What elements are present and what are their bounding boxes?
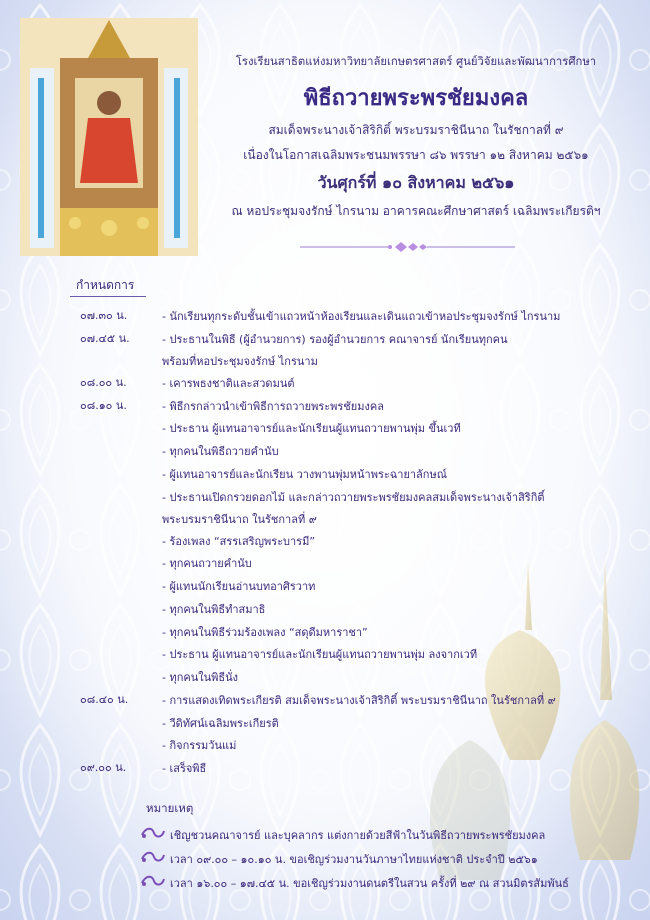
schedule-item: - ทุกคนในพิธีนั่ง [162, 667, 602, 689]
schedule-time: ๐๘.๐๐ น. [80, 375, 127, 389]
schedule-item: - ทุกคนถวายคำนับ [162, 553, 602, 575]
schedule-item: - ผู้แทนอาจารย์และนักเรียน วางพานพุ่มหน้าพระฉายาลักษณ์ [162, 464, 602, 486]
schedule-heading-underline [70, 296, 146, 297]
notes-section [146, 800, 569, 898]
ornament-bullet-icon [140, 826, 166, 840]
schedule-row [80, 370, 640, 393]
schedule-item: - เคารพธงชาติและสวดมนต์ [162, 373, 602, 395]
subtitle-line-1: สมเด็จพระนางเจ้าสิริกิติ์ พระบรมราชินีนาถ ในรัชกาลที่ ๙ [268, 123, 564, 137]
schedule-item: - ประธานเปิดกรวยดอกไม้ และกล่าวถวายพระพรชัยมงคลสมเด็จพระนางเจ้าสิริกิติ์ [162, 487, 602, 509]
ornament-bullet-icon [140, 874, 166, 888]
schedule-item: - ประธาน ผู้แทนอาจารย์และนักเรียนผู้แทนถวายพานพุ่ม ขึ้นเวที [162, 418, 602, 440]
schedule-row [80, 664, 640, 687]
schedule-row [80, 641, 640, 664]
schedule-item: - นักเรียนทุกระดับชั้นเข้าแถวหน้าห้องเรียนและเดินแถวเข้าหอประชุมจงรักษ์ ไกรนาม [162, 306, 602, 328]
schedule-time: ๐๙.๐๐ น. [80, 761, 127, 774]
schedule-item: - ผู้แทนนักเรียนอ่านบทอาศิรวาท [162, 576, 602, 598]
schedule-item: - เสร็จพิธี [162, 758, 602, 780]
schedule-item-continuation: พระบรมราชินีนาถ ในรัชกาลที่ ๙ [162, 512, 317, 526]
schedule-time: ๐๗.๓๐ น. [80, 309, 128, 322]
subtitle-line-2: เนื่องในโอกาสเฉลิมพระชนมพรรษา ๘๖ พรรษา ๑๒ สิงหาคม ๒๕๖๑ [243, 148, 589, 162]
schedule-row [80, 438, 640, 461]
note-text: เวลา ๐๙.๐๐ – ๑๐.๑๐ น. ขอเชิญร่วมงานวันภาษาไทยแห่งชาติ ประจำปี ๒๕๖๑ [170, 853, 538, 866]
schedule-item: - ทุกคนในพิธีถวายคำนับ [162, 441, 602, 463]
ornament-divider [300, 240, 515, 254]
ceremony-title: พิธีถวายพระพรชัยมงคล [303, 86, 529, 111]
schedule-item: - การแสดงเทิดพระเกียรติ สมเด็จพระนางเจ้าสิริกิติ์ พระบรมราชินีนาถ ในรัชกาลที่ ๙ [162, 690, 602, 712]
schedule-item: - กิจกรรมวันแม่ [162, 735, 602, 757]
schedule-item: - ประธาน ผู้แทนอาจารย์และนักเรียนผู้แทนถวายพานพุ่ม ลงจากเวที [162, 644, 602, 666]
schedule-row [80, 303, 640, 326]
header [196, 52, 636, 227]
school-name: โรงเรียนสาธิตแห่งมหาวิทยาลัยเกษตรศาสตร์ ศูนย์วิจัยและพัฒนาการศึกษา [235, 55, 597, 68]
schedule-row [80, 573, 640, 596]
schedule-item: - ทุกคนในพิธีร่วมร้องเพลง “สดุดีมหาราชา” [162, 622, 602, 644]
schedule-row [80, 528, 640, 551]
note-text: เวลา ๑๖.๐๐ – ๑๗.๔๕ น. ขอเชิญร่วมงานดนตรีในสวน ครั้งที่ ๒๙ ณ สวนมิตรสัมพันธ์ [170, 877, 569, 890]
schedule-row [80, 550, 640, 573]
schedule-row [80, 619, 640, 642]
note-item [146, 826, 569, 850]
event-venue: ณ หอประชุมจงรักษ์ ไกรนาม อาคารคณะศึกษาศาสตร์ เฉลิมพระเกียรติฯ [231, 204, 601, 218]
schedule-row [80, 461, 640, 484]
schedule-time: ๐๘.๑๐ น. [80, 398, 127, 412]
schedule-row [80, 484, 640, 528]
schedule-item: - ทุกคนในพิธีทำสมาธิ [162, 599, 602, 621]
schedule-item: - ประธานในพิธี (ผู้อำนวยการ) รองผู้อำนวยการ คณาจารย์ นักเรียนทุกคน [162, 329, 602, 351]
royal-portrait [20, 18, 198, 256]
schedule-row [80, 393, 640, 416]
schedule-heading: กำหนดการ [76, 278, 135, 292]
schedule-row [80, 596, 640, 619]
note-item [146, 874, 569, 898]
schedule-item: - วีดิทัศน์เฉลิมพระเกียรติ [162, 713, 602, 735]
schedule-row [80, 755, 640, 778]
schedule-row [80, 326, 640, 370]
notes-heading: หมายเหตุ [146, 801, 194, 815]
schedule-row [80, 415, 640, 438]
schedule-item: - ร้องเพลง “สรรเสริญพระบารมี” [162, 531, 602, 553]
schedule-row [80, 687, 640, 710]
note-text: เชิญชวนคณาจารย์ และบุคลากร แต่งกายด้วยสีฟ้าในวันพิธีถวายพระพรชัยมงคล [170, 829, 546, 842]
schedule-item: - พิธีกรกล่าวนำเข้าพิธีการถวายพระพรชัยมงคล [162, 396, 602, 418]
schedule-item-continuation: พร้อมที่หอประชุมจงรักษ์ ไกรนาม [162, 354, 318, 368]
schedule-time: ๐๗.๔๕ น. [80, 331, 130, 345]
schedule-row [80, 710, 640, 733]
schedule-time: ๐๘.๔๐ น. [80, 692, 129, 706]
ornament-bullet-icon [140, 850, 166, 864]
event-date: วันศุกร์ที่ ๑๐ สิงหาคม ๒๕๖๑ [317, 173, 515, 192]
schedule-list [80, 303, 640, 778]
schedule-row [80, 732, 640, 755]
note-item [146, 850, 569, 874]
